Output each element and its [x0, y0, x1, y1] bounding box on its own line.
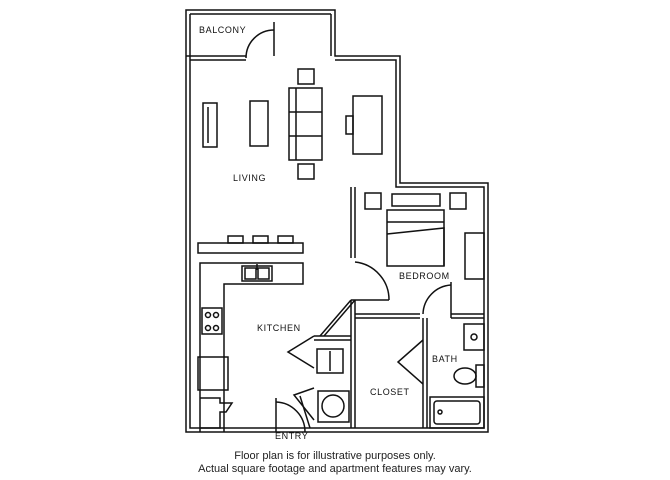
laundry-closet: [314, 336, 351, 422]
room-label-closet: CLOSET: [370, 387, 410, 397]
stove: [202, 308, 222, 334]
bathroom-sink: [464, 324, 484, 350]
closet-door: [398, 340, 423, 384]
room-label-entry: ENTRY: [275, 431, 309, 441]
toilet: [454, 365, 484, 387]
sofa: [289, 88, 322, 160]
utility-door: [294, 388, 314, 420]
room-label-living: LIVING: [233, 173, 267, 183]
disclaimer-line-2: Actual square footage and apartment features may vary.: [198, 463, 472, 475]
room-label-bedroom: BEDROOM: [399, 271, 450, 281]
bedroom-door: [351, 262, 389, 300]
side-table-top: [298, 69, 314, 84]
kitchen-sink: [242, 264, 272, 281]
dresser: [465, 233, 484, 279]
balcony-door: [246, 22, 274, 58]
armchair: [346, 96, 382, 154]
kitchen-counter: [200, 263, 303, 432]
exterior-walls: [186, 10, 488, 432]
bathtub: [430, 397, 484, 428]
hall-door: [320, 300, 355, 336]
coffee-table: [250, 101, 268, 146]
bed: [387, 194, 444, 266]
room-label-kitchen: KITCHEN: [257, 323, 301, 333]
disclaimer-line-1: Floor plan is for illustrative purposes only.: [234, 450, 436, 462]
entry-door: [276, 396, 310, 432]
tv-stand: [203, 103, 217, 147]
laundry-door: [288, 336, 314, 368]
pantry-door: [200, 398, 232, 428]
bar-stools: [228, 236, 293, 243]
room-label-bath: BATH: [432, 354, 458, 364]
nightstand-left: [365, 193, 381, 209]
nightstand-right: [450, 193, 466, 209]
bath-door: [423, 282, 451, 318]
bar-counter: [198, 243, 303, 253]
side-table-bottom: [298, 164, 314, 179]
room-label-balcony: BALCONY: [199, 25, 247, 35]
